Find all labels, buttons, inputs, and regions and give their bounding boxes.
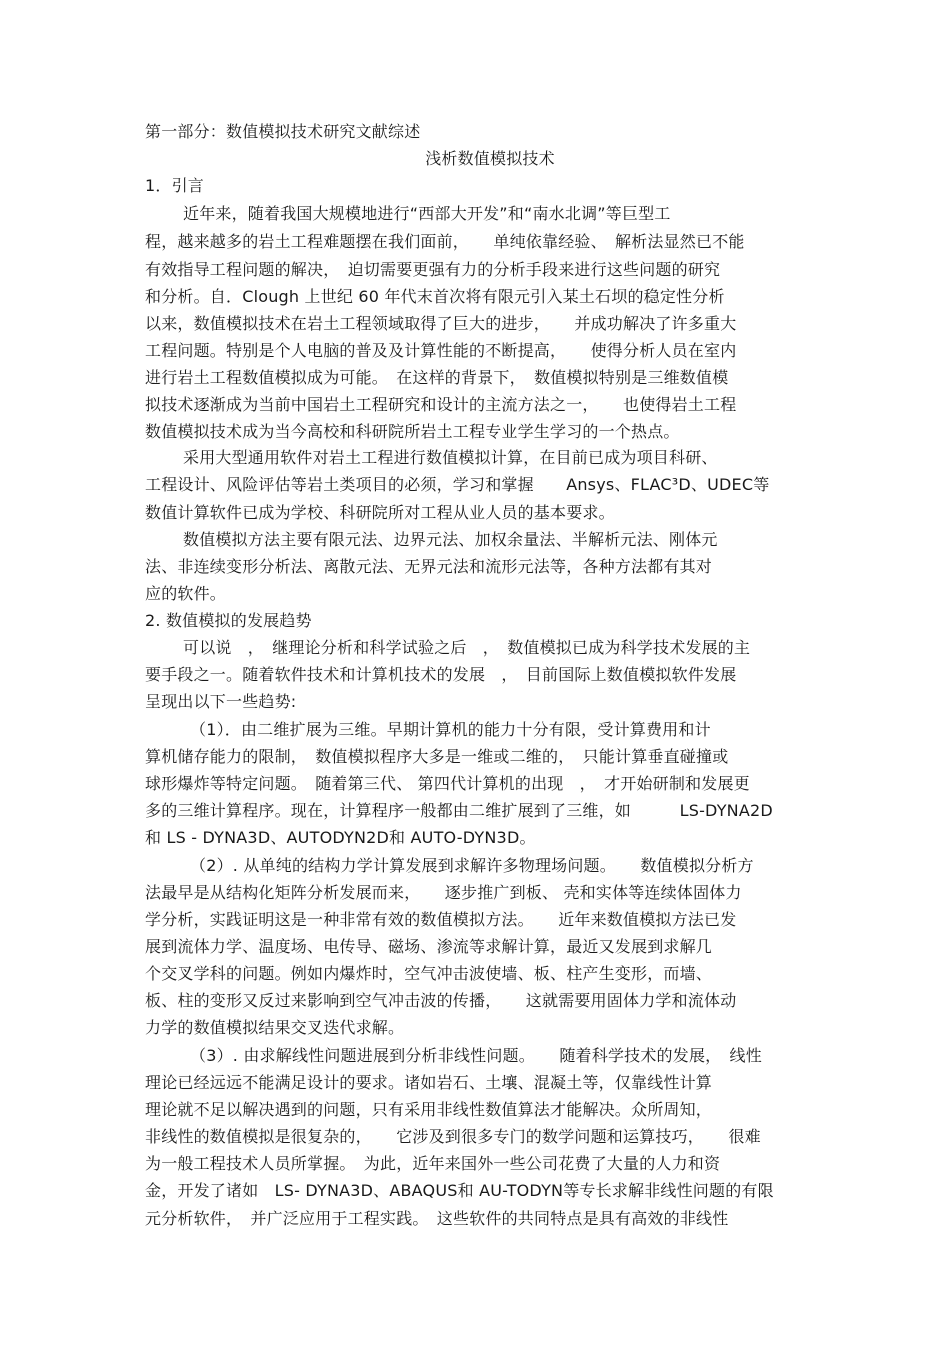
paragraph-line: 理论已经远远不能满足设计的要求。诸如岩石、土壤、混凝土等，仅靠线性计算 <box>145 1073 713 1092</box>
paragraph-line: 和 LS - DYNA3D、AUTODYN2D和 AUTO-DYN3D。 <box>145 828 536 847</box>
paragraph-line: 个交叉学科的问题。例如内爆炸时，空气冲击波使墙、板、柱产生变形，而墙、 <box>145 964 713 983</box>
document-title: 浅析数值模拟技术 <box>425 149 555 168</box>
paragraph-line: 和分析。自．Clough 上世纪 60 年代末首次将有限元引入某土石坝的稳定性分析 <box>145 287 725 306</box>
paragraph-line: 球形爆炸等特定问题。 随着第三代、 第四代计算机的出现 ， 才开始研制和发展更 <box>145 774 750 793</box>
paragraph-line: 法最早是从结构化矩阵分析发展而来， 逐步推广到板、 壳和实体等连续体固体力 <box>145 883 742 902</box>
paragraph-line: 工程设计、风险评估等岩土类项目的必须，学习和掌握 Ansys、FLAC³D、UDEC等 <box>145 475 770 494</box>
paragraph-line: 理论就不足以解决遇到的问题，只有采用非线性数值算法才能解决。众所周知， <box>145 1100 713 1119</box>
section-heading: 1．引言 <box>145 176 204 195</box>
paragraph-line: 板、柱的变形又反过来影响到空气冲击波的传播， 这就需要用固体力学和流体动 <box>145 991 737 1010</box>
paragraph-line: 多的三维计算程序。现在，计算程序一般都由二维扩展到了三维，如 LS-DYNA2D <box>145 801 773 820</box>
paragraph-line: 可以说 ， 继理论分析和科学试验之后 ， 数值模拟已成为科学技术发展的主 <box>183 638 751 657</box>
paragraph-line: （3）. 由求解线性问题进展到分析非线性问题。 随着科学技术的发展， 线性 <box>190 1046 762 1065</box>
paragraph-line: （1）．由二维扩展为三维。早期计算机的能力十分有限，受计算费用和计 <box>190 720 711 739</box>
section-heading: 2. 数值模拟的发展趋势 <box>145 611 312 630</box>
paragraph-line: 程，越来越多的岩土工程难题摆在我们面前， 单纯依靠经验、 解析法显然已不能 <box>145 232 745 251</box>
paragraph-line: 元分析软件， 并广泛应用于工程实践。 这些软件的共同特点是具有高效的非线性 <box>145 1209 729 1228</box>
paragraph-line: （2）. 从单纯的结构力学计算发展到求解许多物理场问题。 数值模拟分析方 <box>190 856 754 875</box>
paragraph-line: 金，开发了诸如 LS- DYNA3D、ABAQUS和 AU-TODYN等专长求解非线性问题的有限 <box>145 1181 774 1200</box>
paragraph-line: 要手段之一。随着软件技术和计算机技术的发展 ， 目前国际上数值模拟软件发展 <box>145 665 737 684</box>
paragraph-line: 以来，数值模拟技术在岩土工程领域取得了巨大的进步， 并成功解决了许多重大 <box>145 314 737 333</box>
paragraph-line: 法、非连续变形分析法、离散元法、无界元法和流形元法等，各种方法都有其对 <box>145 557 713 576</box>
paragraph-line: 非线性的数值模拟是很复杂的， 它涉及到很多专门的数学问题和运算技巧， 很难 <box>145 1127 761 1146</box>
paragraph-line: 数值模拟方法主要有限元法、边界元法、加权余量法、半解析元法、刚体元 <box>183 530 718 549</box>
paragraph-line: 为一般工程技术人员所掌握。 为此，近年来国外一些公司花费了大量的人力和资 <box>145 1154 721 1173</box>
paragraph-line: 展到流体力学、温度场、电传导、磁场、渗流等求解计算，最近又发展到求解几 <box>145 937 713 956</box>
paragraph-line: 有效指导工程问题的解决， 迫切需要更强有力的分析手段来进行这些问题的研究 <box>145 260 721 279</box>
paragraph-line: 进行岩土工程数值模拟成为可能。 在这样的背景下， 数值模拟特别是三维数值模 <box>145 368 729 387</box>
paragraph-line: 数值模拟技术成为当今高校和科研院所岩土工程专业学生学习的一个热点。 <box>145 422 680 441</box>
paragraph-line: 拟技术逐渐成为当前中国岩土工程研究和设计的主流方法之一， 也使得岩土工程 <box>145 395 737 414</box>
paragraph-line: 学分析，实践证明这是一种非常有效的数值模拟方法。 近年来数值模拟方法已发 <box>145 910 737 929</box>
paragraph-line: 算机储存能力的限制， 数值模拟程序大多是一维或二维的， 只能计算垂直碰撞或 <box>145 747 729 766</box>
paragraph-line: 呈现出以下一些趋势: <box>145 692 297 711</box>
paragraph-line: 应的软件。 <box>145 584 227 603</box>
part-heading: 第一部分：数值模拟技术研究文献综述 <box>145 122 421 141</box>
paragraph-line: 数值计算软件已成为学校、科研院所对工程从业人员的基本要求。 <box>145 503 615 522</box>
paragraph-line: 采用大型通用软件对岩土工程进行数值模拟计算，在目前已成为项目科研、 <box>183 448 718 467</box>
paragraph-line: 力学的数值模拟结果交叉迭代求解。 <box>145 1018 405 1037</box>
paragraph-line: 工程问题。特别是个人电脑的普及及计算性能的不断提高， 使得分析人员在室内 <box>145 341 737 360</box>
paragraph-line: 近年来，随着我国大规模地进行“西部大开发”和“南水北调”等巨型工 <box>183 204 671 223</box>
